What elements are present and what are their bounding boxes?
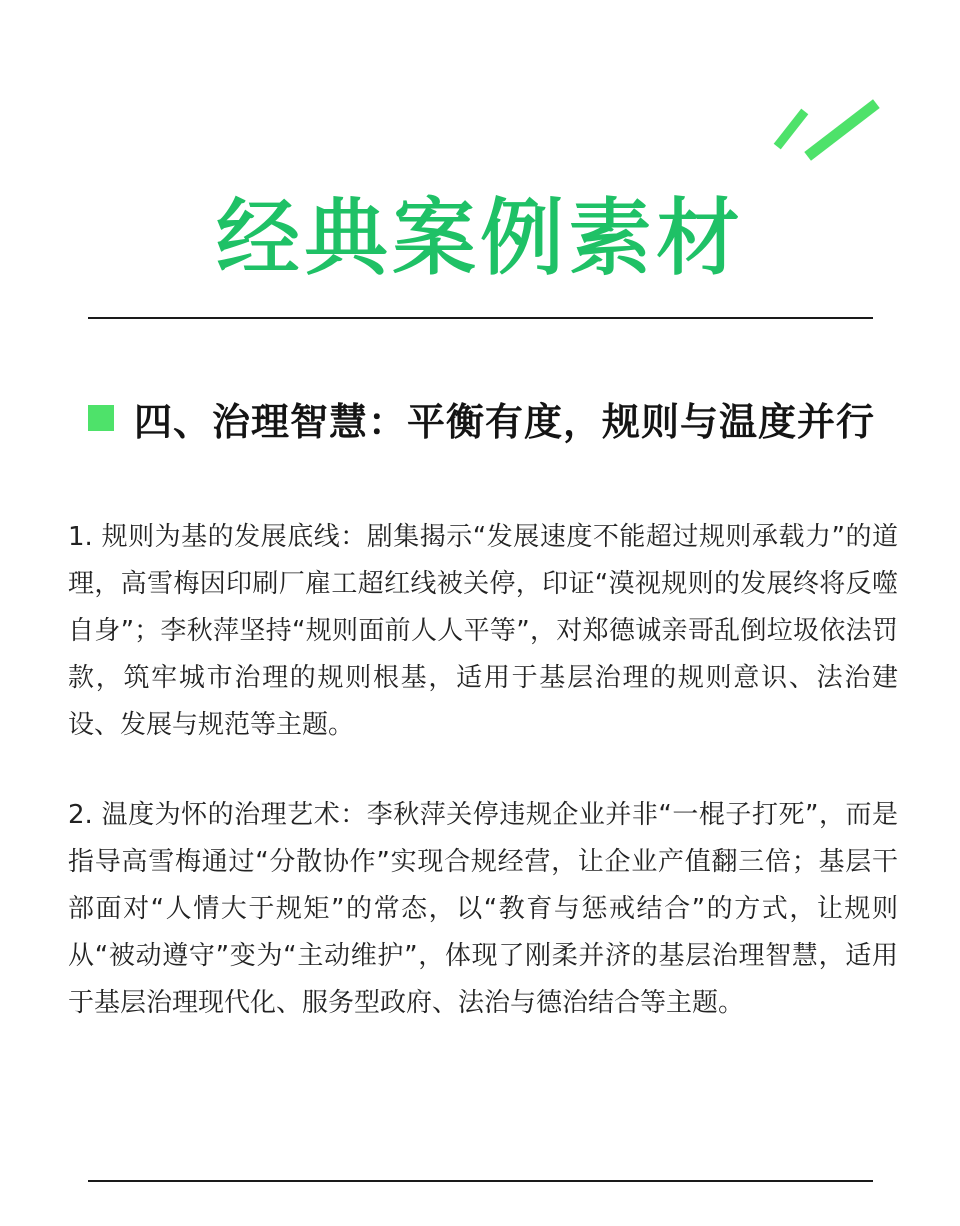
double-slash-icon [770,95,890,165]
section-heading [88,388,875,448]
top-divider [88,317,873,319]
paragraph-rules: 1. 规则为基的发展底线：剧集揭示“发展速度不能超过规则承载力”的道理，高雪梅因印刷厂雇工超红线被关停，印证“漠视规则的发展终将反噬自身”；李秋萍坚持“规则面前人人平等”，对郑德诚亲哥乱倒垃圾依法罚款，筑牢城市治理的规则根基，适用于基层治理的规则意识、法治建设、发展与规范等主题。 [68,522,898,740]
green-square-icon [88,405,114,431]
section-title: 四、治理智慧：平衡有度，规则与温度并行 [134,399,876,444]
bottom-divider [88,1180,873,1182]
paragraph-warmth: 2. 温度为怀的治理艺术：李秋萍关停违规企业并非“一棍子打死”，而是指导高雪梅通过“分散协作”实现合规经营，让企业产值翻三倍；基层干部面对“人情大于规矩”的常态，以“教育与惩戒结合”的方式，让规则从“被动遵守”变为“主动维护”，体现了刚柔并济的基层治理智慧，适用于基层治理现代化、服务型政府、法治与德治结合等主题。 [68,800,898,1018]
page-title: 经典案例素材 [215,189,744,287]
